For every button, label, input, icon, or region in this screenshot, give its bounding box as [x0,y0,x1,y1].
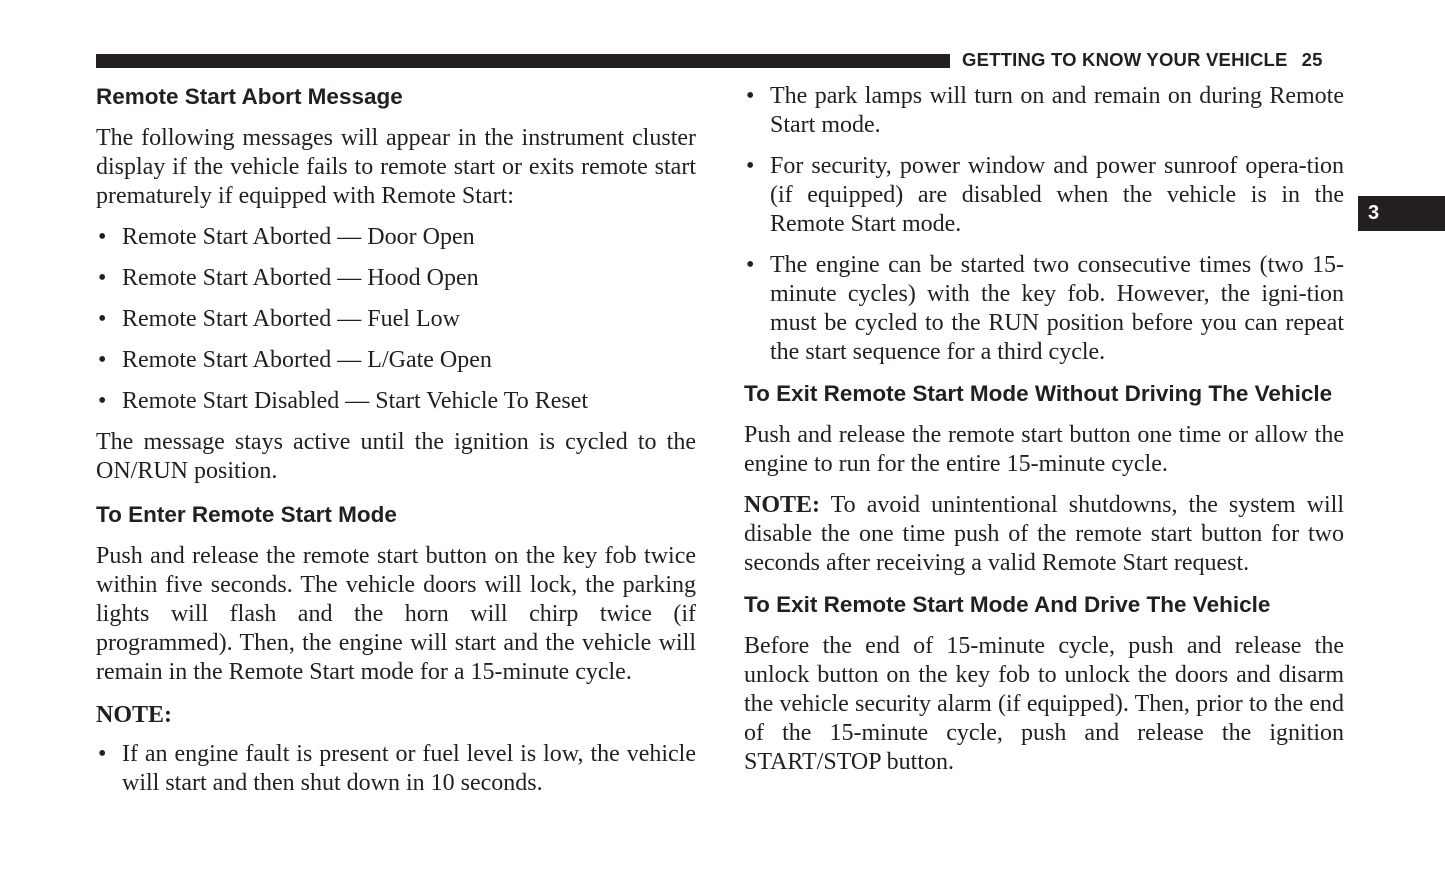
list-item: • For security, power window and power sunroof opera-tion (if equipped) are disabled when the vehicle is in the Remote Start mode. [744,152,1344,239]
list-item: • If an engine fault is present or fuel level is low, the vehicle will start and then shut down in 10 seconds. [96,740,696,798]
list-item: • Remote Start Aborted — Hood Open [96,264,696,293]
note-label: NOTE: [744,492,821,518]
list-item: • Remote Start Aborted — Fuel Low [96,305,696,334]
exit-body: Push and release the remote start button one time or allow the engine to run for the entire 15-minute cycle. [744,422,1344,477]
section-title: GETTING TO KNOW YOUR VEHICLE [962,49,1288,70]
note-label: NOTE: [96,702,173,728]
exit-heading: To Exit Remote Start Mode Without Driving The Vehicle [744,381,1333,406]
list-item: • The engine can be started two consecutive times (two 15-minute cycles) with the key fob. However, the igni-tion must be cycled to the RUN position before you can repeat the start sequence for a third cycle. [744,251,1344,367]
chapter-tab: 3 [1358,196,1445,231]
list-item: • Remote Start Aborted — Door Open [96,223,696,252]
drive-heading: To Exit Remote Start Mode And Drive The Vehicle [744,592,1271,617]
list-item: • Remote Start Disabled — Start Vehicle To Reset [96,387,696,416]
note-paragraph [744,491,1344,578]
abort-heading: Remote Start Abort Message [96,84,403,109]
abort-intro: The following messages will appear in the instrument cluster display if the vehicle fails to remote start or exits remote start prematurely if equipped with Remote Start: [96,125,696,209]
running-header [962,49,1323,71]
drive-body: Before the end of 15-minute cycle, push and release the unlock button on the key fob to unlock the doors and disarm the vehicle security alarm (if equipped). Then, prior to the end of the 15-minute cycle, push and release the ignition START/STOP button. [744,633,1344,775]
abort-message-list [96,223,696,416]
note-list [96,740,696,798]
left-column [96,82,696,810]
abort-outro: The message stays active until the ignition is cycled to the ON/RUN position. [96,429,696,484]
right-column [744,82,1344,789]
enter-body: Push and release the remote start button on the key fob twice within five seconds. The vehicle doors will lock, the parking lights will flash and the horn will chirp twice (if programmed). Then, the engine will start and the vehicle will remain in the Remote Start mode for a 15-minute cycle. [96,543,696,685]
enter-heading: To Enter Remote Start Mode [96,502,397,527]
note-list-continued [744,82,1344,367]
header-rule [96,54,950,68]
note-text: To avoid unintentional shutdowns, the system will disable the one time push of the remote start button for two seconds after receiving a valid Remote Start request. [744,492,1344,576]
page-number: 25 [1301,49,1323,70]
list-item: • Remote Start Aborted — L/Gate Open [96,346,696,375]
list-item: • The park lamps will turn on and remain on during Remote Start mode. [744,82,1344,140]
